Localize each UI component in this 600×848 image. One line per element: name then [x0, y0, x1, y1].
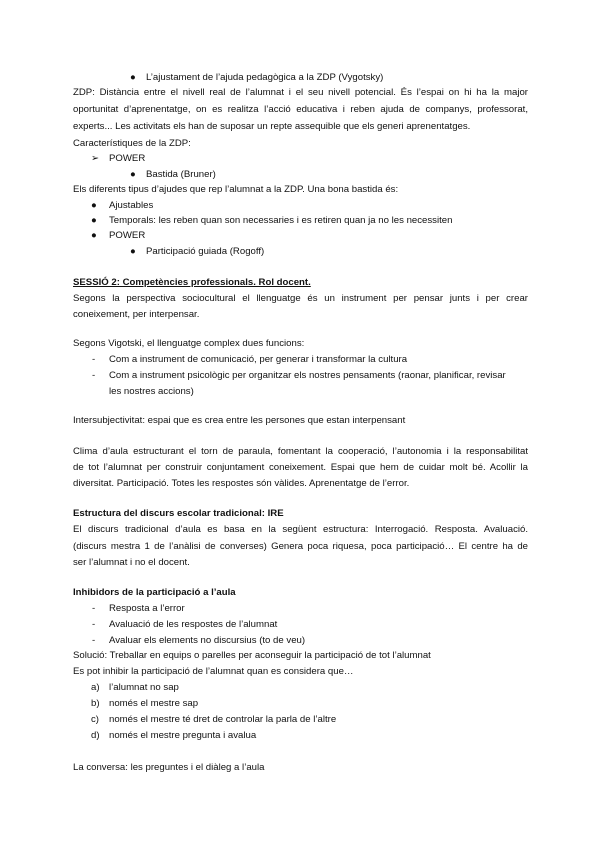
participacio-item: Participació guiada (Rogoff): [146, 246, 265, 257]
inhibidors-heading: Inhibidors de la participació a l’aula: [73, 587, 236, 598]
list-item-a: l’alumnat no sap: [109, 682, 179, 693]
discurs-line-3: ser l’alumnat i no el docent.: [73, 557, 190, 568]
discurs-line-1: El discurs tradicional d’aula es basa en la següent estructura: Interrogació. Resposta. Avaluació.: [73, 524, 528, 535]
dash-marker: -: [92, 635, 96, 646]
power-label-2: POWER: [109, 230, 146, 241]
zdp-line-1: ZDP: Distància entre el nivell real de l’alumnat i el seu nivell potencial. És l’espai on hi ha la major: [73, 87, 528, 98]
dash-marker: -: [92, 619, 96, 630]
arrow-marker: ➢: [91, 153, 100, 164]
dash-marker: -: [92, 370, 96, 381]
bullet-marker: ●: [130, 246, 136, 257]
caracteristiques-heading: Característiques de la ZDP:: [73, 138, 191, 149]
list-item-c: només el mestre té dret de controlar la parla de l’altre: [109, 714, 337, 725]
intersubjectivitat-line: Intersubjectivitat: espai que es crea entre les persones que estan interpensant: [73, 415, 406, 426]
clima-line-1: Clima d’aula estructurant el torn de paraula, fomentant la cooperació, l’autonomia i la responsabilitat: [73, 446, 528, 457]
list-item-b: només el mestre sap: [109, 698, 199, 709]
ajustables-item: Ajustables: [109, 200, 154, 211]
funcio-psicologic-1: Com a instrument psicològic per organitzar els nostres pensaments (raonar, planificar, revisar: [109, 370, 506, 381]
segons-line-2: coneixement, per interpensar.: [73, 309, 200, 320]
sessio-heading: SESSIÓ 2: Competències professionals. Rol docent.: [73, 277, 311, 288]
clima-line-2: de tot l’alumnat per construir conjuntament coneixement. Espai que hem de cuidar molt bé. Acollir la: [73, 462, 528, 473]
list-letter-b: b): [91, 698, 100, 709]
clima-line-3: diversitat. Participació. Totes les respostes són vàlides. Aprenentatge de l’error.: [73, 478, 410, 489]
temporals-item: Temporals: les reben quan son necessaries i es retiren quan ja no les necessiten: [109, 215, 453, 226]
inhibidor-item: Avaluació de les respostes de l’alumnat: [109, 619, 278, 630]
conversa-line: La conversa: les preguntes i el diàleg a l’aula: [73, 762, 265, 773]
solucio-line: Solució: Treballar en equips o parelles per aconseguir la participació de tot l’alumnat: [73, 650, 431, 661]
list-item-d: només el mestre pregunta i avalua: [109, 730, 257, 741]
discurs-line-2: (discurs mestra 1 de l’anàlisi de converses) Genera poca riquesa, poca participació… El centre ha de: [73, 541, 528, 552]
bastida-item: Bastida (Bruner): [146, 169, 216, 180]
dash-marker: -: [92, 603, 96, 614]
bullet-marker: ●: [91, 200, 97, 211]
zdp-line-2: oportunitat d’aprenentatge, on es realitza l’acció educativa i reben ajuda de companys, professorat,: [73, 104, 528, 115]
list-letter-a: a): [91, 682, 100, 693]
ajudes-line: Els diferents tipus d’ajudes que rep l’alumnat a la ZDP. Una bona bastida és:: [73, 184, 399, 195]
zdp-line-3: experts... Les activitats els han de suposar un repte assequible que els generi aprenentatges.: [73, 121, 471, 132]
dash-marker: -: [92, 354, 96, 365]
funcio-comunicacio: Com a instrument de comunicació, per generar i transformar la cultura: [109, 354, 408, 365]
bullet-marker: ●: [130, 169, 136, 180]
inhibidor-item: Resposta a l’error: [109, 603, 185, 614]
bullet-marker: ●: [130, 72, 136, 83]
bullet-ajustament: L’ajustament de l’ajuda pedagògica a la ZDP (Vygotsky): [146, 72, 384, 83]
bullet-marker: ●: [91, 230, 97, 241]
list-letter-c: c): [91, 714, 99, 725]
funcio-psicologic-2: les nostres accions): [109, 386, 194, 397]
list-letter-d: d): [91, 730, 100, 741]
segons-line-1: Segons la perspectiva sociocultural el llenguatge és un instrument per pensar junts i per crear: [73, 293, 528, 304]
estructura-heading: Estructura del discurs escolar tradicional: IRE: [73, 508, 284, 519]
bullet-marker: ●: [91, 215, 97, 226]
inhibidor-item: Avaluar els elements no discursius (to de veu): [109, 635, 306, 646]
inhibir-line: Es pot inhibir la participació de l’alumnat quan es considera que…: [73, 666, 354, 677]
power-label-1: POWER: [109, 153, 146, 164]
vigotski-line: Segons Vigotski, el llenguatge complex dues funcions:: [73, 338, 305, 349]
